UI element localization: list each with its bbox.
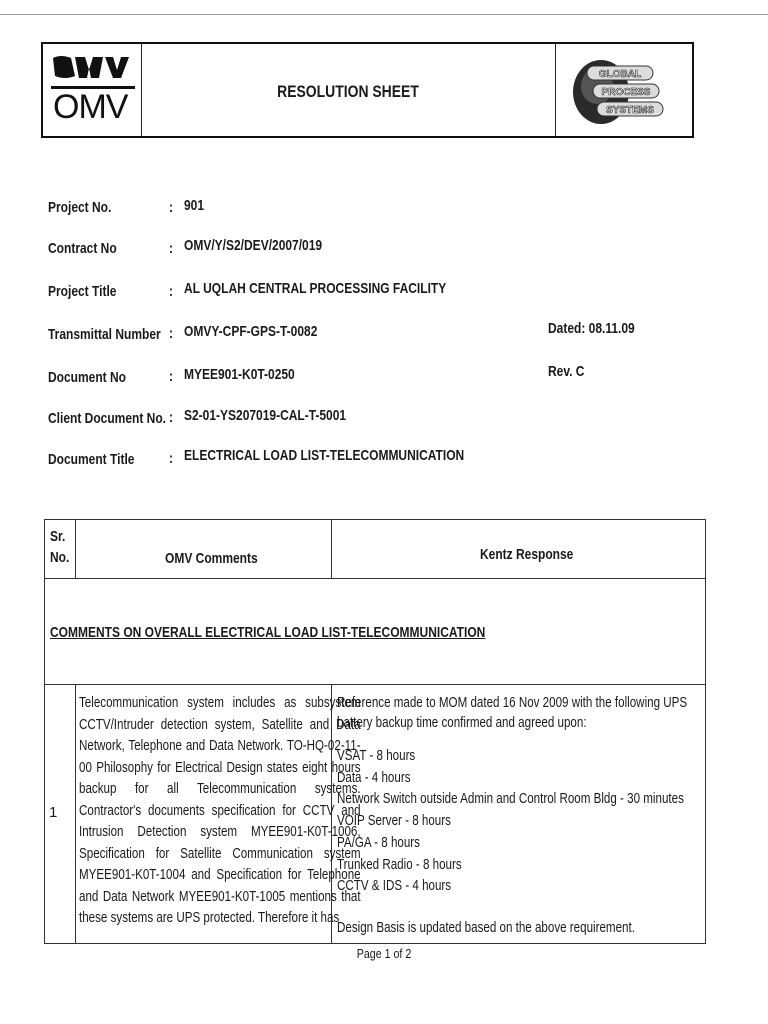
row-1-response-item: Data - 4 hours xyxy=(337,770,411,786)
row-1-response-item: PA/GA - 8 hours xyxy=(337,835,420,851)
colon: : xyxy=(169,199,173,216)
client-document-no-value: S2-01-YS207019-CAL-T-5001 xyxy=(184,407,347,424)
client-document-no-label: Client Document No. xyxy=(48,410,167,427)
global-process-systems-logo xyxy=(567,52,667,128)
gps-logo-line-1: GLOBAL xyxy=(598,69,642,80)
row-1-response-item: VSAT - 8 hours xyxy=(337,748,416,764)
project-title-label: Project Title xyxy=(48,283,117,300)
row-1-response-item: Trunked Radio - 8 hours xyxy=(337,857,462,873)
project-title-value: AL UQLAH CENTRAL PROCESSING FACILITY xyxy=(184,280,447,297)
table-rule xyxy=(45,684,705,685)
row-1-sr-no: 1 xyxy=(49,804,58,821)
colon: : xyxy=(169,240,173,257)
header-box xyxy=(41,42,694,138)
row-1-omv-comment: Telecommunication system includes as subsystem CCTV/Intruder detection system, Satellite and Data Network, Telephone and Data Network. TO-HQ-02-11-00 Philosophy for Electrical Design states eight hours backup for all Telecommunication systems. Contractor's documents specification for CCTV and Intrusion Detection system MYEE901-K0T-1006, Specification for Satellite Communication system MYEE901-K0T-1004 and Specification for Telephone and Data Network MYEE901-K0T-1005 mentions that these systems are UPS protected. Therefore it has xyxy=(79,695,361,926)
colon: : xyxy=(169,450,173,467)
document-title-label: Document Title xyxy=(48,451,135,468)
omv-logo xyxy=(43,44,142,136)
sr-no-header-line-1: Sr. xyxy=(50,528,66,545)
kentz-response-header: Kentz Response xyxy=(480,546,574,563)
project-no-value: 901 xyxy=(184,197,205,214)
section-heading: COMMENTS ON OVERALL ELECTRICAL LOAD LIST-TELECOMMUNICATION xyxy=(50,624,486,641)
dated-value: Dated: 08.11.09 xyxy=(548,320,635,337)
gps-logo-cell xyxy=(555,44,694,136)
page-number: Page 1 of 2 xyxy=(356,946,412,961)
document-title-value: ELECTRICAL LOAD LIST-TELECOMMUNICATION xyxy=(184,447,465,464)
scan-edge-line xyxy=(0,14,768,15)
gps-logo-line-3: SYSTEMS xyxy=(606,105,654,116)
comments-table xyxy=(44,519,706,944)
transmittal-number-label: Transmittal Number xyxy=(48,326,161,343)
contract-no-value: OMV/Y/S2/DEV/2007/019 xyxy=(184,237,323,254)
title-cell xyxy=(141,44,556,136)
document-no-value: MYEE901-K0T-0250 xyxy=(184,366,295,383)
document-heading: RESOLUTION SHEET xyxy=(277,82,419,101)
colon: : xyxy=(169,283,173,300)
table-rule xyxy=(75,520,76,578)
transmittal-number-value: OMVY-CPF-GPS-T-0082 xyxy=(184,323,318,340)
table-rule xyxy=(45,578,705,579)
revision-value: Rev. C xyxy=(548,363,585,380)
table-rule xyxy=(331,520,332,578)
row-1-response-intro: Reference made to MOM dated 16 Nov 2009 with the following UPS battery backup time confirmed and agreed upon: xyxy=(337,695,688,731)
document-no-label: Document No xyxy=(48,369,126,386)
sr-no-header-line-2: No. xyxy=(50,549,70,566)
colon: : xyxy=(169,325,173,342)
row-1-response-item: Network Switch outside Admin and Control Room Bldg - 30 minutes xyxy=(337,791,684,807)
omv-wave-mark-icon xyxy=(51,54,133,80)
contract-no-label: Contract No xyxy=(48,240,117,257)
row-1-response-item: CCTV & IDS - 4 hours xyxy=(337,878,452,894)
omv-comments-header: OMV Comments xyxy=(165,550,258,567)
colon: : xyxy=(169,409,173,426)
project-no-label: Project No. xyxy=(48,199,112,216)
row-1-response-basis: Design Basis is updated based on the above requirement. xyxy=(337,920,635,936)
gps-logo-line-2: PROCESS xyxy=(601,87,651,98)
omv-logo-text: OMV xyxy=(53,88,128,126)
row-1-response-item: VOIP Server - 8 hours xyxy=(337,813,451,829)
table-rule xyxy=(75,684,76,943)
colon: : xyxy=(169,368,173,385)
